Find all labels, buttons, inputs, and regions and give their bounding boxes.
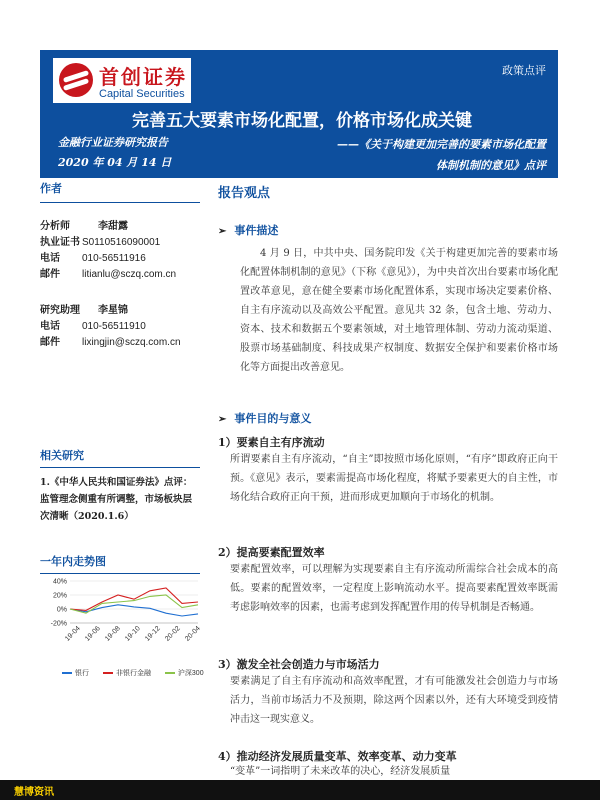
divider <box>40 467 200 468</box>
related-report-link[interactable]: 1.《中华人民共和国证券法》点评：监管理念侧重有所调整，市场板块层次清晰（2020.1.6） <box>40 477 193 522</box>
viewpoint-heading: 报告观点 <box>218 186 271 201</box>
x-tick-label: 19-06 <box>84 625 102 643</box>
y-tick-label: 0% <box>56 606 67 614</box>
trend-chart <box>40 575 202 647</box>
analyst-email-row: 邮件 litianlu@sczq.com.cn <box>40 269 177 280</box>
purpose-item-3: 3）激发全社会创造力与市场活力 要素满足了自主有序流动和高效率配置，才有可能激发社会创造力与市场活力，当前市场活力不及预期，除这两个因素以外，还有大环境受到疫情冲击这一现实意义。 <box>218 658 558 725</box>
company-logo <box>52 57 192 104</box>
author-sidebar <box>40 178 200 574</box>
chart-heading: 一年内走势图 <box>40 555 106 568</box>
logo-english-name: Capital Securities <box>99 88 185 100</box>
logo-emblem-icon <box>59 63 93 97</box>
assistant-block <box>40 303 200 351</box>
footer-watermark: 慧博资讯 <box>14 787 54 798</box>
x-tick-label: 20-02 <box>164 625 182 643</box>
assistant-phone-row: 电话 010-56511910 <box>40 321 146 332</box>
divider <box>40 202 200 203</box>
arrow-bullet-icon: ➢ <box>218 414 227 425</box>
logo-chinese-name: 首创证券 <box>99 65 187 89</box>
analyst-license-row: 执业证书 S0110516090001 <box>40 237 161 248</box>
chart-legend <box>62 668 204 678</box>
x-tick-label: 20-04 <box>184 625 202 643</box>
x-tick-label: 19-08 <box>104 625 122 643</box>
related-heading: 相关研究 <box>40 449 84 462</box>
purpose-item-1: 1）要素自主有序流动 所谓要素自主有序流动，“自主”即按照市场化原则，“有序”即政府正向干预。《意见》表示，要素需提高市场化程度，将赋予要素更大的自主性，市场化结合政府正向干预，进而形成更加顺向于市场化的机制。 <box>218 436 558 503</box>
arrow-bullet-icon: ➢ <box>218 226 227 237</box>
author-heading: 作者 <box>40 182 62 195</box>
y-tick-label: 20% <box>52 592 67 600</box>
report-subtitle <box>337 134 546 176</box>
analyst-name-row: 分析师 李甜露 <box>40 221 128 232</box>
divider <box>40 573 200 574</box>
y-tick-label: -20% <box>50 620 67 628</box>
purpose-item-4: 4）推动经济发展质量变革、效率变革、动力变革 “变革”一词指明了未来改革的决心，经济发展质量 <box>218 750 457 777</box>
report-title: 完善五大要素市场化配置，价格市场化成关键 <box>132 111 472 131</box>
event-paragraph: 4 月 9 日，中共中央、国务院印发《关于构建更加完善的要素市场化配置体制机制的意见》（下称《意见》），为中央首次出台要素市场化配置改革意见，意在健全要素市场化配置体系，实现市场决定要素价格、自主有序流动以及高效公平配置。意见共 32 条，包含土地、劳动力、资本、技术和数据五个要素领域，对土地管理体制、劳动力流动渠道、股票市场基础制度、科技成果产权制度、数据安全保护和要素价格市场化等方面提出改善意见。 <box>240 248 558 373</box>
x-tick-label: 19-04 <box>64 625 82 643</box>
assistant-email-row: 邮件 lixingjin@sczq.com.cn <box>40 337 181 348</box>
x-tick-label: 19-12 <box>144 625 162 643</box>
report-org: 金融行业证券研究报告 <box>58 136 168 149</box>
purpose-item-2: 2）提高要素配置效率 要素配置效率，可以理解为实现要素自主有序流动所需综合社会成本的高低。要素的配置效率，一定程度上影响流动水平。提高要素配置效率既需考虑影响效率的因素，也需考虑到发挥配置作用的传导机制是否畅通。 <box>218 546 558 613</box>
analyst-phone-row: 电话 010-56511916 <box>40 253 146 264</box>
report-body <box>218 182 558 201</box>
series-line-0 <box>70 605 198 616</box>
legend-item-bank: 银行 <box>62 670 89 677</box>
assistant-name-row: 研究助理 李星锦 <box>40 305 128 316</box>
x-tick-label: 19-10 <box>124 625 142 643</box>
section-event-title: ➢ 事件描述 <box>218 224 279 237</box>
subtitle-line-2: 体制机制的意见》点评 <box>436 159 546 172</box>
section-purpose <box>218 410 558 426</box>
footer-bar <box>0 780 600 800</box>
section-event <box>218 222 558 377</box>
section-purpose-title: ➢ 事件目的与意义 <box>218 412 312 425</box>
legend-item-csi300: 沪深300 <box>165 670 204 677</box>
analyst-block <box>40 219 200 283</box>
report-type-badge: 政策点评 <box>502 65 546 77</box>
report-header <box>40 50 558 178</box>
report-date: 2020 年 04 月 14 日 <box>58 156 172 169</box>
legend-item-nonbank: 非银行金融 <box>103 670 151 677</box>
subtitle-line-1: ——《关于构建更加完善的要素市场化配置 <box>337 138 546 151</box>
y-tick-label: 40% <box>52 578 67 586</box>
